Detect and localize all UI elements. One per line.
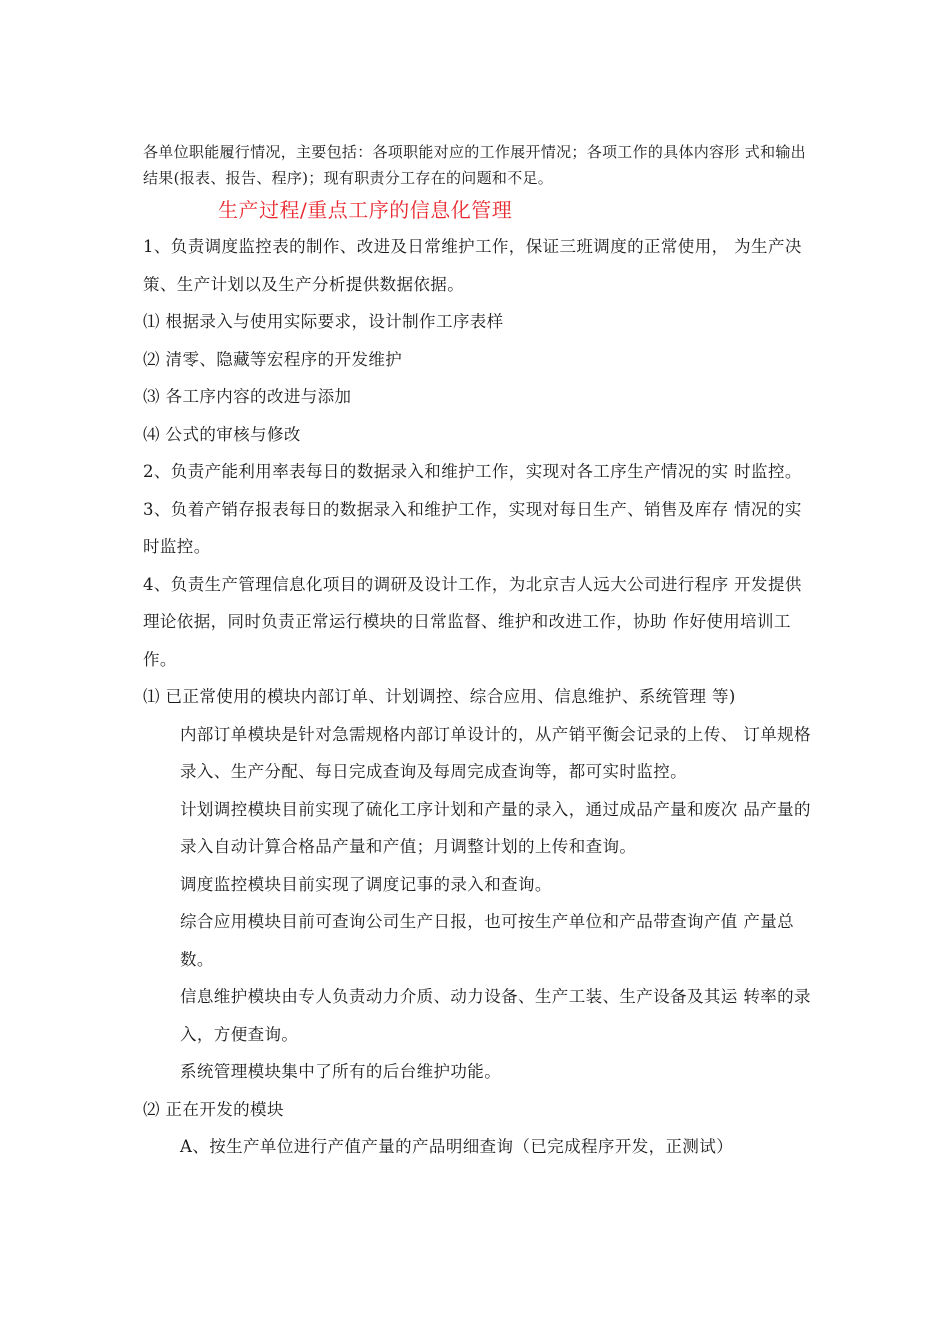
plan-control-module-text: 计划调控模块目前实现了硫化工序计划和产量的录入，通过成品产量和废次 品产量的录入自动计算合格品产量和产值；月调整计划的上传和查询。: [180, 799, 811, 856]
intro-paragraph: 各单位职能履行情况，主要包括：各项职能对应的工作展开情况；各项工作的具体内容形 式和输出结果(报表、报告、程序)；现有职责分工存在的问题和不足。: [143, 143, 806, 187]
internal-order-module-text: 内部订单模块是针对急需规格内部订单设计的，从产销平衡会记录的上传、 订单规格录入、生产分配、每日完成查询及每周完成查询等，都可实时监控。: [180, 724, 811, 781]
system-admin-module-text: 系统管理模块集中了所有的后台维护功能。: [180, 1062, 502, 1081]
subitem-1: ⑴ 根据录入与使用实际要求，设计制作工序表样: [143, 312, 504, 331]
module-list-heading: ⑴ 已正常使用的模块内部订单、计划调控、综合应用、信息维护、系统管理 等): [143, 687, 736, 706]
document-body: [143, 228, 818, 1166]
developing-modules-heading: ⑵ 正在开发的模块: [143, 1099, 284, 1119]
section-heading: 生产过程/重点工序的信息化管理: [218, 198, 513, 222]
subitem-3: ⑶ 各工序内容的改进与添加: [143, 387, 352, 406]
paragraph-item-4: 4、负责生产管理信息化项目的调研及设计工作，为北京吉人远大公司进行程序 开发提供理论依据，同时负责正常运行模块的日常监督、维护和改进工作，协助 作好使用培训工作。: [143, 574, 802, 669]
subitem-2: ⑵ 清零、隐藏等宏程序的开发维护: [143, 349, 403, 369]
paragraph-item-1: 1、负责调度监控表的制作、改进及日常维护工作，保证三班调度的正常使用， 为生产决策、生产计划以及生产分析提供数据依据。: [143, 237, 802, 294]
info-maintenance-module-text: 信息维护模块由专人负责动力介质、动力设备、生产工装、生产设备及其运 转率的录入，方便查询。: [180, 987, 811, 1044]
paragraph-item-2: 2、负责产能利用率表每日的数据录入和维护工作，实现对各工序生产情况的实 时监控。: [143, 462, 802, 481]
integrated-app-module-text: 综合应用模块目前可查询公司生产日报，也可按生产单位和产品带查询产值 产量总数。: [180, 912, 795, 969]
paragraph-item-3: 3、负着产销存报表每日的数据录入和维护工作，实现对每日生产、销售及库存 情况的实时监控。: [143, 499, 802, 556]
developing-module-a-text: A、按生产单位进行产值产量的产品明细查询（已完成程序开发，正测试）: [180, 1137, 734, 1156]
dispatch-monitor-module-text: 调度监控模块目前实现了调度记事的录入和查询。: [180, 874, 552, 894]
subitem-4: ⑷ 公式的审核与修改: [143, 424, 301, 444]
